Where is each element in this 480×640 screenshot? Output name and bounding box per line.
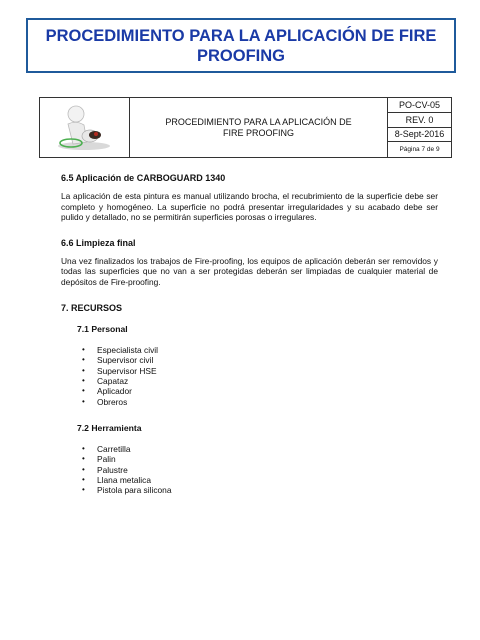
company-logo <box>40 98 130 157</box>
personal-list <box>61 345 438 407</box>
list-item: • Obreros <box>82 397 438 407</box>
section-7 <box>61 303 438 496</box>
list-item: • Aplicador <box>82 386 438 396</box>
section-7-title: 7. RECURSOS <box>61 302 123 313</box>
section-6-6-text: Una vez finalizados los trabajos de Fire-proofing, los equipos de aplicación deberán ser removidos y todas las superficies que no van a ser protegidas deberán ser limpiadas de cualquier material de depósitos de Fire-proofing. <box>61 255 438 287</box>
document-date: 8-Sept-2016 <box>388 128 451 143</box>
header-meta <box>388 98 451 157</box>
document-header-table <box>39 97 452 158</box>
list-item: • Palin <box>82 454 438 464</box>
herramienta-list <box>61 444 438 496</box>
section-6-5-title: 6.5 Aplicación de CARBOGUARD 1340 <box>61 173 226 183</box>
list-item: • Carretilla <box>82 444 438 454</box>
section-6-6-title: 6.6 Limpieza final <box>61 237 136 248</box>
logo-figure-icon <box>40 98 129 157</box>
section-7-2-title: 7.2 Herramienta <box>77 423 142 434</box>
list-item: • Capataz <box>82 376 438 386</box>
section-7-1-title: 7.1 Personal <box>77 324 128 335</box>
section-6-5-text: La aplicación de esta pintura es manual utilizando brocha, el recubrimiento de la superficie debe ser completo y homogéneo. La superficie no podrá presentar irregularidades y su acabado debe ser pulido y detallado, no se permitirán superficies porosas o irregulares. <box>61 191 438 223</box>
list-item: • Llana metalica <box>82 475 438 485</box>
list-item: • Supervisor civil <box>82 355 438 365</box>
banner-title: PROCEDIMIENTO PARA LA APLICACIÓN DE FIRE PROOFING <box>45 26 437 65</box>
document-body <box>61 173 438 496</box>
list-item: • Pistola para silicona <box>82 485 438 495</box>
section-6-6 <box>61 238 438 288</box>
section-6-5 <box>61 173 438 223</box>
list-item: • Palustre <box>82 465 438 475</box>
list-item: • Supervisor HSE <box>82 366 438 376</box>
document-banner <box>26 18 456 73</box>
list-item: • Especialista civil <box>82 345 438 355</box>
header-title: PROCEDIMIENTO PARA LA APLICACIÓN DE FIRE PROOFING <box>130 98 388 157</box>
page-number: Página 7 de 9 <box>399 146 440 154</box>
document-revision: REV. 0 <box>388 113 451 128</box>
document-code: PO-CV-05 <box>388 98 451 113</box>
